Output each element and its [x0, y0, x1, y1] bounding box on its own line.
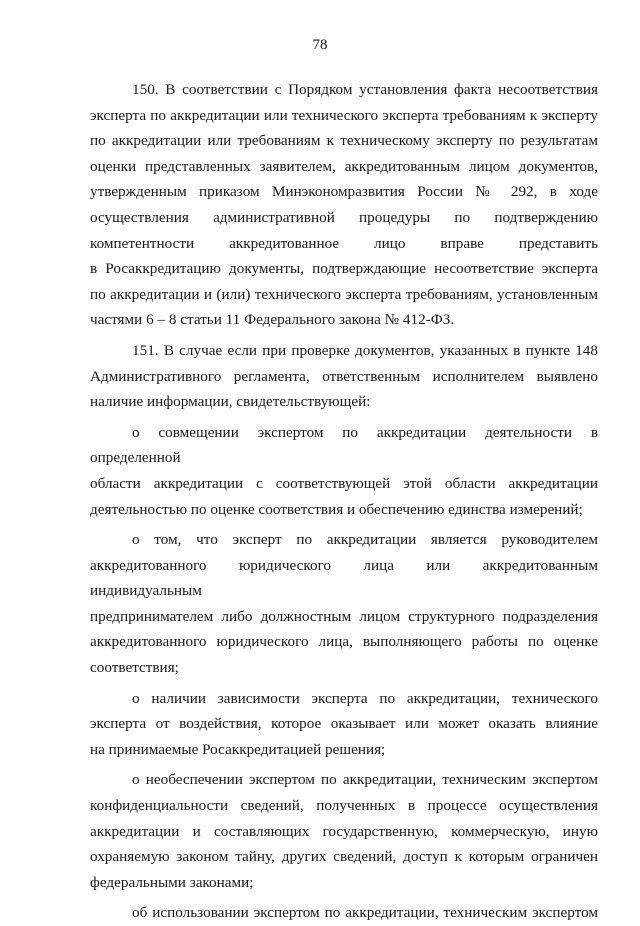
text-line: аккредитованного юридического лица, выполняющего работы по оценке	[90, 633, 598, 651]
paragraph	[90, 900, 598, 926]
paragraph	[90, 767, 598, 895]
text-line: 150. В соответствии с Порядком установления факта несоответствия	[132, 81, 598, 98]
text-line: Административного регламента, ответственным исполнителем выявлено	[90, 367, 598, 385]
text-line: аккредитованного юридического лица или аккредитованным индивидуальным	[90, 556, 598, 600]
document-body	[90, 77, 598, 926]
text-line: эксперта от воздействия, которое оказывает или может оказать влияние	[90, 715, 598, 733]
text-line: компетентности аккредитованное лицо вправе представить	[90, 234, 598, 252]
text-line: о наличии зависимости эксперта по аккредитации, технического	[132, 689, 598, 707]
text-line: на принимаемые Росаккредитацией решения;	[90, 740, 386, 758]
text-line: соответствия;	[90, 659, 179, 677]
paragraph	[90, 686, 598, 763]
text-line: предпринимателем либо должностным лицом структурного подразделения	[90, 607, 598, 625]
text-line: конфиденциальности сведений, полученных в процессе осуществления	[90, 797, 598, 815]
text-line: в Росаккредитацию документы, подтверждающие несоответствие эксперта	[90, 260, 598, 278]
text-line: о совмещении экспертом по аккредитации деятельности в определенной	[90, 423, 598, 467]
text-line: осуществления административной процедуры по подтверждению	[90, 208, 598, 226]
text-line: частями 6 – 8 статьи 11 Федерального закона № 412-ФЗ.	[90, 311, 455, 329]
text-line: оценки представленных заявителем, аккредитованным лицом документов,	[90, 157, 598, 175]
text-line: эксперта по аккредитации или технического эксперта требованиям к эксперту	[90, 106, 598, 124]
text-line: утвержденным приказом Минэкономразвития России № 292, в ходе	[90, 183, 598, 201]
text-line: по аккредитации или требованиям к техническому эксперту по результатам	[90, 132, 598, 150]
text-line: наличие информации, свидетельствующей:	[90, 393, 371, 411]
text-line: по аккредитации и (или) технического эксперта требованиям, установленным	[90, 285, 598, 303]
text-line: области аккредитации с соответствующей этой области аккредитации	[90, 474, 598, 492]
text-line: об использовании экспертом по аккредитации, техническим экспертом	[132, 904, 598, 922]
paragraph	[90, 338, 598, 415]
paragraph	[90, 527, 598, 681]
paragraph	[90, 77, 598, 333]
text-line: охраняемую законом тайну, других сведений, доступ к которым ограничен	[90, 848, 598, 866]
text-line: федеральными законами;	[90, 873, 254, 891]
text-line: деятельностью по оценке соответствия и обеспечению единства измерений;	[90, 500, 583, 518]
text-line: о том, что эксперт по аккредитации является руководителем	[132, 531, 598, 549]
page-number: 78	[312, 37, 328, 53]
text-line: о необеспечении экспертом по аккредитации, техническим экспертом	[132, 771, 598, 789]
text-line: 151. В случае если при проверке документов, указанных в пункте 148	[132, 341, 598, 359]
paragraph	[90, 420, 598, 522]
text-line: аккредитации и составляющих государственную, коммерческую, иную	[90, 822, 598, 840]
